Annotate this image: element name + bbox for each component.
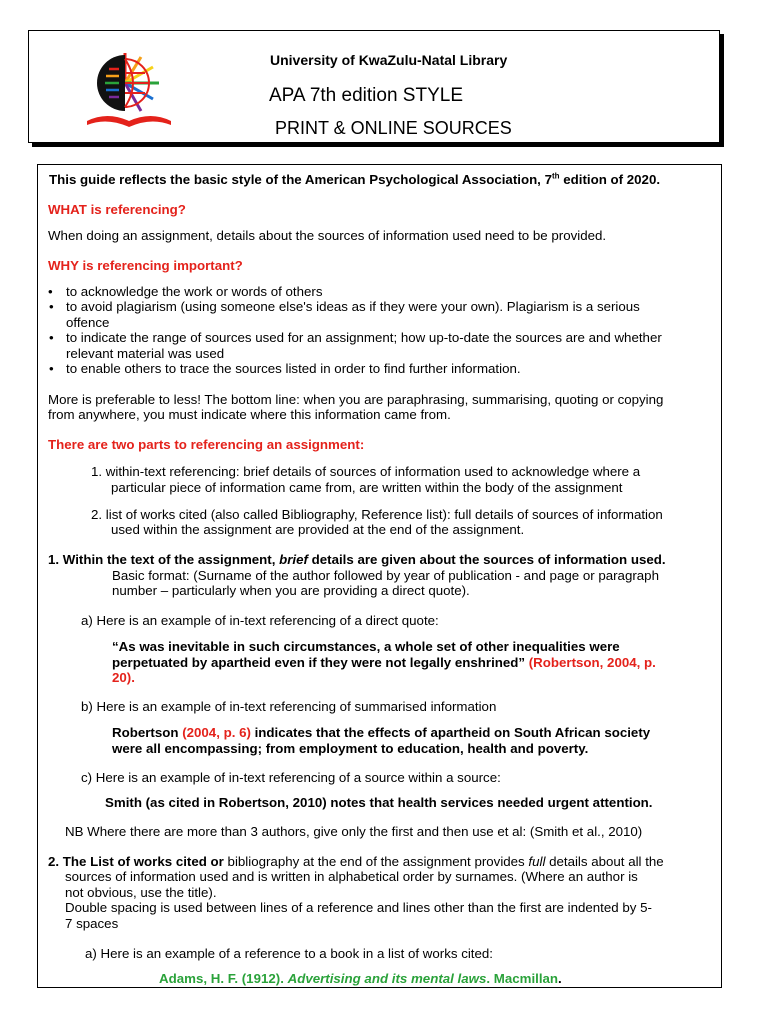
example-c-label: c) Here is an example of in-text referencing of a source within a source:: [81, 770, 501, 785]
book-example-label: a) Here is an example of a reference to a book in a list of works cited:: [85, 946, 493, 961]
content-box: [37, 164, 722, 988]
bullet-marker: •: [49, 299, 54, 314]
summary-example: Robertson (2004, p. 6) indicates that the effects of apartheid on South African society: [112, 725, 651, 740]
section-1-heading: 1. Within the text of the assignment, brief details are given about the sources of information used.: [48, 552, 666, 567]
why-bullet: to enable others to trace the sources listed in order to find further information.: [66, 361, 521, 376]
why-heading: WHY is referencing important?: [48, 258, 243, 273]
why-bullet: to avoid plagiarism (using someone else's ideas as if they were your own). Plagiarism is a serious: [66, 299, 640, 314]
basic-format-text: number – particularly when you are providing a direct quote).: [112, 583, 470, 598]
why-bullet-continued: offence: [66, 315, 110, 330]
guide-subtitle: PRINT & ONLINE SOURCES: [275, 118, 512, 138]
parts-item-1-continued: particular piece of information came from, are written within the body of the assignment: [111, 480, 623, 495]
section-2-text: sources of information used and is written in alphabetical order by surnames. (Where an author is: [65, 869, 638, 884]
what-heading: WHAT is referencing?: [48, 202, 186, 217]
direct-quote-citation: 20).: [112, 670, 135, 685]
summary-example: were all encompassing; from employment to education, health and poverty.: [112, 741, 589, 756]
university-name: University of KwaZulu-Natal Library: [270, 52, 508, 68]
example-a-label: a) Here is an example of in-text referencing of a direct quote:: [81, 613, 439, 628]
section-2-text: 7 spaces: [65, 916, 119, 931]
et-al-note: NB Where there are more than 3 authors, give only the first and then use et al: (Smith et al., 2010): [65, 824, 643, 839]
parts-heading: There are two parts to referencing an assignment:: [48, 437, 365, 452]
parts-item-2-continued: used within the assignment are provided at the end of the assignment.: [111, 522, 525, 537]
basic-format-text: Basic format: (Surname of the author followed by year of publication - and page or paragraph: [112, 568, 659, 583]
section-2-heading: 2. The List of works cited or bibliography at the end of the assignment provides full details about all the: [48, 854, 664, 869]
secondary-source-example: Smith (as cited in Robertson, 2010) notes that health services needed urgent attention.: [105, 795, 653, 810]
why-bullet: to acknowledge the work or words of others: [66, 284, 323, 299]
direct-quote: perpetuated by apartheid even if they were not legally enshrined” (Robertson, 2004, p.: [112, 655, 656, 670]
bullet-marker: •: [49, 330, 54, 345]
why-bullet-continued: relevant material was used: [66, 346, 225, 361]
parts-item-2: 2. list of works cited (also called Bibliography, Reference list): full details of sources of information: [91, 507, 663, 522]
bullet-marker: •: [49, 361, 54, 376]
guide-title: APA 7th edition STYLE: [269, 85, 463, 106]
book-reference: Adams, H. F. (1912). Advertising and its mental laws. Macmillan.: [159, 971, 562, 986]
header-box: [28, 30, 720, 143]
section-2-text: not obvious, use the title).: [65, 885, 217, 900]
ukzn-logo-icon: [79, 45, 179, 135]
what-text: When doing an assignment, details about the sources of information used need to be provided.: [48, 228, 607, 243]
section-2-text: Double spacing is used between lines of a reference and lines other than the first are indented by 5-: [65, 900, 652, 915]
bullet-marker: •: [48, 284, 53, 299]
example-b-label: b) Here is an example of in-text referencing of summarised information: [81, 699, 497, 714]
intro-text: This guide reflects the basic style of the American Psychological Association, 7th edition of 2020.: [49, 171, 661, 187]
direct-quote: “As was inevitable in such circumstances, a whole set of other inequalities were: [112, 639, 620, 654]
more-text: from anywhere, you must indicate where this information came from.: [48, 407, 451, 422]
parts-item-1: 1. within-text referencing: brief details of sources of information used to acknowledge where a: [91, 464, 641, 479]
more-text: More is preferable to less! The bottom line: when you are paraphrasing, summarising, quoting or copying: [48, 392, 664, 407]
why-bullet: to indicate the range of sources used for an assignment; how up-to-date the sources are and whether: [66, 330, 662, 345]
